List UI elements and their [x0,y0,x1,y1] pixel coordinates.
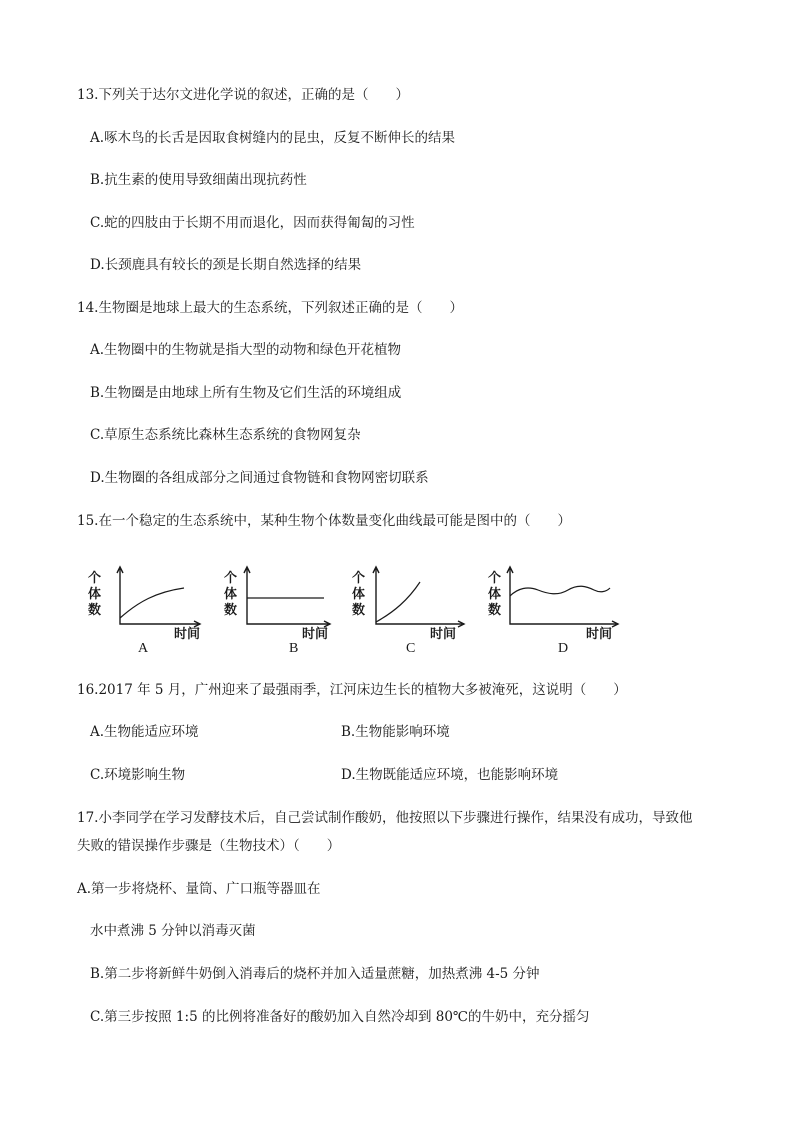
chart-a-ylabel-1: 个 [88,571,102,586]
chart-a-curve [120,588,184,618]
chart-d-ylabel-3: 数 [488,603,502,618]
chart-a-xlabel: 时间 [174,627,201,642]
question-14-option-d: D.生物圈的各组成部分之间通过食物链和食物网密切联系 [90,470,429,486]
chart-c-ylabel-1: 个 [352,571,366,586]
question-16-option-c: C.环境影响生物 [90,767,186,783]
chart-c [346,566,476,662]
question-16-stem: 16.2017 年 5 月，广州迎来了最强雨季，江河床边生长的植物大多被淹死，这说明（ ） [77,682,627,698]
chart-d-curve [510,586,610,596]
chart-c-curve [376,582,420,622]
chart-c-xlabel: 时间 [430,627,457,642]
chart-c-axes [376,568,464,624]
question-13-option-c: C.蛇的四肢由于长期不用而退化，因而获得匍匐的习性 [90,215,415,231]
chart-b-ylabel-3: 数 [224,603,238,618]
chart-d-ylabel-1: 个 [488,571,502,586]
question-17-option-a: A.第一步将烧杯、量筒、广口瓶等器皿在 [77,881,321,897]
chart-b-ylabel-2: 体 [224,587,238,602]
question-17-option-b: B.第二步将新鲜牛奶倒入消毒后的烧杯并加入适量蔗糖，加热煮沸 4-5 分钟 [90,966,540,982]
question-14-option-b: B.生物圈是由地球上所有生物及它们生活的环境组成 [90,385,402,401]
chart-a-axes [120,568,200,624]
question-14-option-a: A.生物圈中的生物就是指大型的动物和绿色开花植物 [90,342,402,358]
question-17-option-a-continued: 水中煮沸 5 分钟以消毒灭菌 [90,923,256,939]
question-16-option-a: A.生物能适应环境 [90,724,199,740]
question-14-option-c: C.草原生态系统比森林生态系统的食物网复杂 [90,427,361,443]
chart-a [84,566,204,662]
chart-c-letter: C [406,641,416,656]
question-14-stem: 14.生物圈是地球上最大的生态系统，下列叙述正确的是（ ） [77,300,463,316]
chart-b [208,566,338,662]
chart-d-axes [510,568,618,624]
question-13-stem: 13.下列关于达尔文进化学说的叙述，正确的是（ ） [77,87,409,103]
chart-d-ylabel-2: 体 [488,587,502,602]
chart-c-ylabel-3: 数 [352,603,366,618]
chart-d-xlabel: 时间 [586,627,613,642]
chart-b-axes [247,568,330,624]
question-17-stem-line-2: 失败的错误操作步骤是（生物技术）（ ） [77,838,341,854]
chart-b-ylabel-1: 个 [224,571,238,586]
question-16-option-d: D.生物既能适应环境，也能影响环境 [341,767,559,783]
chart-b-xlabel: 时间 [302,627,329,642]
chart-d [482,566,622,662]
chart-a-letter: A [138,641,149,656]
question-13-option-b: B.抗生素的使用导致细菌出现抗药性 [90,172,307,188]
chart-d-letter: D [558,641,569,656]
question-13-option-a: A.啄木鸟的长舌是因取食树缝内的昆虫，反复不断伸长的结果 [90,130,456,146]
question-15-charts [84,566,644,662]
question-15-stem: 15.在一个稳定的生态系统中，某种生物个体数量变化曲线最可能是图中的（ ） [77,513,571,529]
chart-c-ylabel-2: 体 [352,587,366,602]
question-17-stem-line-1: 17.小李同学在学习发酵技术后，自己尝试制作酸奶，他按照以下步骤进行操作，结果没有成功，导致他 [77,810,693,826]
chart-a-ylabel-2: 体 [88,587,102,602]
question-13-option-d: D.长颈鹿具有较长的颈是长期自然选择的结果 [90,257,362,273]
question-17-option-c: C.第三步按照 1:5 的比例将准备好的酸奶加入自然冷却到 80℃的牛奶中，充分摇匀 [90,1009,590,1025]
question-16-option-b: B.生物能影响环境 [341,724,450,740]
chart-a-ylabel-3: 数 [88,603,102,618]
chart-b-letter: B [289,641,299,656]
